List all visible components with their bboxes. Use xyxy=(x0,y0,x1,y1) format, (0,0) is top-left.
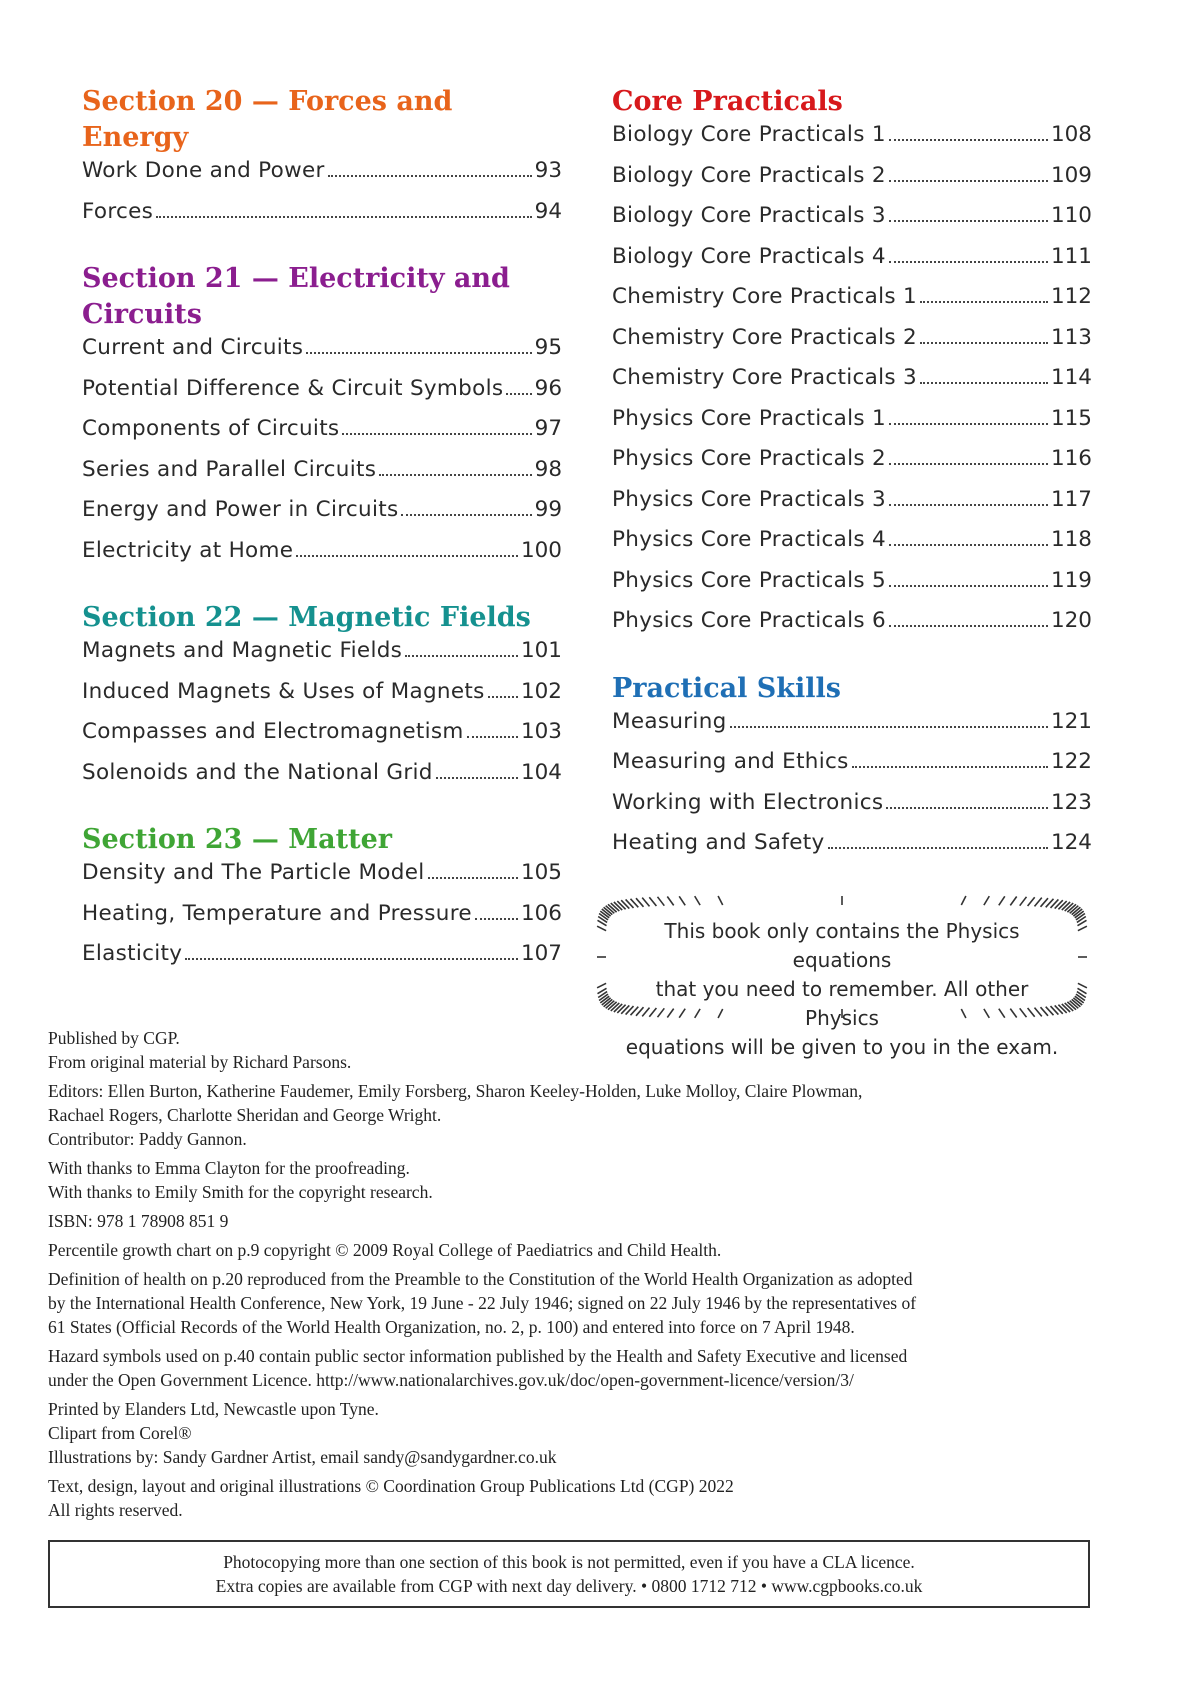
toc-entry xyxy=(612,284,1092,325)
toc-entry xyxy=(612,568,1092,609)
toc-entry xyxy=(612,406,1092,447)
toc-section xyxy=(612,671,1092,871)
dot-leader xyxy=(920,301,1048,303)
credit-line: 61 States (Official Records of the World Health Organization, no. 2, p. 100) and entered into force on 7 April 1948. xyxy=(48,1317,855,1337)
sunburst-tick xyxy=(642,898,649,907)
toc-entry xyxy=(612,608,1092,649)
toc-entry-title: Physics Core Practicals 4 xyxy=(612,527,886,552)
toc-entry xyxy=(612,163,1092,204)
toc-entry xyxy=(612,365,1092,406)
toc-entry xyxy=(612,487,1092,528)
dot-leader xyxy=(467,736,518,738)
toc-entry xyxy=(82,335,562,376)
dot-leader xyxy=(428,877,518,879)
toc-entry xyxy=(82,457,562,498)
toc-entry-title: Chemistry Core Practicals 2 xyxy=(612,324,918,350)
toc-entry-page: 107 xyxy=(520,941,562,966)
dot-leader xyxy=(506,393,531,395)
toc-section xyxy=(82,600,562,800)
dot-leader xyxy=(920,382,1048,384)
toc-entry-title: Biology Core Practicals 4 xyxy=(612,243,886,269)
toc-entry-page: 99 xyxy=(534,497,562,522)
toc-entry-title: Components of Circuits xyxy=(82,416,340,441)
credit-paragraph xyxy=(48,1156,1108,1204)
toc-entry-page: 119 xyxy=(1050,567,1092,593)
toc-entry-page: 112 xyxy=(1050,284,1092,309)
note-line: that you need to remember. All other Physics xyxy=(655,977,1029,1030)
toc-entry-page: 117 xyxy=(1050,486,1092,512)
toc-entry xyxy=(82,941,562,982)
credit-line: With thanks to Emma Clayton for the proofreading. xyxy=(48,1158,410,1178)
dot-leader xyxy=(296,555,518,557)
dot-leader xyxy=(889,180,1048,182)
sunburst-tick xyxy=(1028,897,1035,906)
credit-paragraph xyxy=(48,1026,1108,1074)
dot-leader xyxy=(328,175,532,177)
sunburst-tick xyxy=(718,896,723,905)
toc-entry-page: 100 xyxy=(520,537,562,563)
toc-entry xyxy=(82,497,562,538)
toc-entry-page: 114 xyxy=(1050,365,1092,390)
toc-section xyxy=(82,261,562,578)
toc-entry-title: Density and The Particle Model xyxy=(82,860,425,885)
dot-leader xyxy=(889,220,1048,222)
toc-entry-title: Biology Core Practicals 2 xyxy=(612,162,886,188)
toc-entry-page: 121 xyxy=(1050,708,1092,734)
toc-entry xyxy=(612,203,1092,244)
dot-leader xyxy=(475,918,518,920)
sunburst-tick xyxy=(1035,898,1042,907)
toc-entry xyxy=(612,325,1092,366)
toc-entry xyxy=(82,199,562,240)
sunburst-tick xyxy=(649,897,656,906)
toc-entry xyxy=(612,244,1092,285)
toc-entry xyxy=(82,760,562,801)
credit-paragraph xyxy=(48,1267,1108,1339)
toc-entry-page: 96 xyxy=(534,375,562,401)
credit-line: Printed by Elanders Ltd, Newcastle upon Tyne. xyxy=(48,1399,379,1419)
toc-entry-page: 113 xyxy=(1050,324,1092,350)
toc-entry-title: Measuring xyxy=(612,708,727,734)
dot-leader xyxy=(889,139,1048,141)
toc-entry-page: 104 xyxy=(520,759,562,785)
dot-leader xyxy=(379,474,531,476)
toc-entry-page: 102 xyxy=(520,678,562,704)
toc-entry-title: Heating and Safety xyxy=(612,830,825,855)
toc-entry-title: Elasticity xyxy=(82,941,183,966)
toc-entry xyxy=(82,901,562,942)
toc-entry-title: Physics Core Practicals 1 xyxy=(612,405,886,431)
toc-section xyxy=(612,84,1092,649)
dot-leader xyxy=(342,433,531,435)
photocopy-notice xyxy=(48,1540,1090,1608)
dot-leader xyxy=(852,766,1048,768)
sunburst-tick xyxy=(984,896,989,905)
toc-entry-page: 93 xyxy=(534,158,562,183)
toc-entry-title: Physics Core Practicals 2 xyxy=(612,446,886,471)
toc-entry xyxy=(82,679,562,720)
toc-entry-title: Current and Circuits xyxy=(82,335,304,360)
credit-line: All rights reserved. xyxy=(48,1500,183,1520)
credit-line: Text, design, layout and original illustrations © Coordination Group Publications Ltd (CGP) 2022 xyxy=(48,1476,734,1496)
dot-leader xyxy=(401,514,531,516)
credit-line: Published by CGP. xyxy=(48,1028,180,1048)
credit-line: Hazard symbols used on p.40 contain public sector information published by the Health and Safety Executive and licensed xyxy=(48,1346,908,1366)
credit-line: ISBN: 978 1 78908 851 9 xyxy=(48,1211,229,1231)
toc-entry-page: 116 xyxy=(1050,446,1092,471)
credit-line: Illustrations by: Sandy Gardner Artist, email sandy@sandygardner.co.uk xyxy=(48,1447,557,1467)
toc-right-column xyxy=(612,84,1092,893)
dot-leader xyxy=(889,504,1048,506)
toc-entry-page: 120 xyxy=(1050,608,1092,633)
credit-line: Definition of health on p.20 reproduced from the Preamble to the Constitution of the World Health Organization as adopted xyxy=(48,1269,913,1289)
credit-paragraph xyxy=(48,1474,1108,1522)
toc-entry-title: Measuring and Ethics xyxy=(612,749,849,774)
toc-entry xyxy=(82,538,562,579)
toc-entry xyxy=(82,416,562,457)
dot-leader xyxy=(730,726,1048,728)
toc-entry-title: Potential Difference & Circuit Symbols xyxy=(82,375,504,401)
dot-leader xyxy=(886,807,1048,809)
sunburst-tick xyxy=(1078,926,1087,931)
sunburst-tick xyxy=(1078,983,1087,988)
toc-entry-page: 110 xyxy=(1050,203,1092,228)
toc-entry xyxy=(82,860,562,901)
dot-leader xyxy=(488,696,518,698)
dot-leader xyxy=(889,585,1048,587)
section-heading: Section 21 — Electricity and Circuits xyxy=(82,263,510,330)
toc-entry-title: Electricity at Home xyxy=(82,537,294,563)
toc-entry-title: Forces xyxy=(82,198,154,224)
toc-entry-page: 122 xyxy=(1050,749,1092,774)
dot-leader xyxy=(185,958,518,960)
credit-paragraph xyxy=(48,1209,1108,1233)
dot-leader xyxy=(828,847,1048,849)
credit-paragraph xyxy=(48,1397,1108,1469)
sunburst-tick xyxy=(597,926,606,931)
toc-entry xyxy=(82,376,562,417)
sunburst-tick xyxy=(658,897,665,906)
credit-line: With thanks to Emily Smith for the copyright research. xyxy=(48,1182,433,1202)
publication-credits xyxy=(48,1026,1108,1527)
toc-entry-page: 118 xyxy=(1050,527,1092,552)
toc-entry-title: Working with Electronics xyxy=(612,789,884,815)
toc-entry xyxy=(612,446,1092,487)
toc-entry-page: 95 xyxy=(534,335,562,360)
toc-entry xyxy=(612,709,1092,750)
section-heading: Section 23 — Matter xyxy=(82,824,392,855)
toc-entry xyxy=(612,830,1092,871)
toc-left-column xyxy=(82,84,562,1004)
toc-entry-title: Biology Core Practicals 3 xyxy=(612,203,886,228)
toc-entry-page: 115 xyxy=(1050,405,1092,431)
toc-entry-page: 105 xyxy=(520,860,562,885)
toc-entry xyxy=(82,158,562,199)
toc-entry xyxy=(612,122,1092,163)
toc-entry-title: Physics Core Practicals 6 xyxy=(612,608,886,633)
toc-entry-title: Series and Parallel Circuits xyxy=(82,456,377,482)
credit-line: by the International Health Conference, New York, 19 June - 22 July 1946; signed on 22 July 1946 by the representatives of xyxy=(48,1293,917,1313)
toc-entry xyxy=(612,790,1092,831)
toc-entry-title: Heating, Temperature and Pressure xyxy=(82,900,472,926)
toc-entry-title: Magnets and Magnetic Fields xyxy=(82,638,403,663)
toc-entry-title: Energy and Power in Circuits xyxy=(82,497,399,522)
dot-leader xyxy=(306,352,531,354)
dot-leader xyxy=(436,777,518,779)
credit-paragraph xyxy=(48,1079,1108,1151)
toc-entry-page: 101 xyxy=(520,638,562,663)
dot-leader xyxy=(889,463,1048,465)
note-line: This book only contains the Physics equations xyxy=(664,919,1020,972)
credit-line: Rachael Rogers, Charlotte Sheridan and George Wright. xyxy=(48,1105,442,1125)
credit-paragraph xyxy=(48,1238,1108,1262)
credit-line: Contributor: Paddy Gannon. xyxy=(48,1129,247,1149)
dot-leader xyxy=(889,544,1048,546)
dot-leader xyxy=(156,216,531,218)
credit-line: under the Open Government Licence. http://www.nationalarchives.gov.uk/doc/open-government-licence/version/3/ xyxy=(48,1370,854,1390)
notice-line: Photocopying more than one section of this book is not permitted, even if you have a CLA licence. xyxy=(223,1552,915,1572)
dot-leader xyxy=(405,655,518,657)
sunburst-tick xyxy=(999,896,1005,905)
toc-entry-title: Induced Magnets & Uses of Magnets xyxy=(82,678,485,704)
sunburst-tick xyxy=(961,896,966,905)
section-heading: Core Practicals xyxy=(612,86,843,117)
section-heading: Section 20 — Forces and Energy xyxy=(82,86,453,153)
toc-entry-page: 109 xyxy=(1050,162,1092,188)
note-line: equations will be given to you in the exam. xyxy=(625,1035,1059,1059)
toc-entry xyxy=(82,638,562,679)
sunburst-tick xyxy=(667,897,673,906)
dot-leader xyxy=(889,423,1048,425)
toc-entry-title: Solenoids and the National Grid xyxy=(82,759,433,785)
toc-entry-page: 124 xyxy=(1050,830,1092,855)
credit-paragraph xyxy=(48,1344,1108,1392)
sunburst-tick xyxy=(1020,897,1027,906)
sunburst-tick xyxy=(1010,897,1016,906)
section-heading: Practical Skills xyxy=(612,672,841,704)
toc-entry-page: 97 xyxy=(534,416,562,441)
toc-entry-page: 103 xyxy=(520,719,562,744)
sunburst-tick xyxy=(597,983,606,988)
dot-leader xyxy=(920,342,1048,344)
toc-entry xyxy=(82,719,562,760)
toc-entry-page: 123 xyxy=(1050,789,1092,815)
toc-entry-title: Physics Core Practicals 3 xyxy=(612,486,886,512)
dot-leader xyxy=(889,261,1048,263)
credit-line: Clipart from Corel® xyxy=(48,1423,192,1443)
toc-entry xyxy=(612,749,1092,790)
toc-entry-page: 94 xyxy=(534,198,562,224)
toc-entry-title: Chemistry Core Practicals 3 xyxy=(612,365,918,390)
sunburst-tick xyxy=(695,896,700,905)
toc-entry-title: Physics Core Practicals 5 xyxy=(612,567,886,593)
dot-leader xyxy=(889,625,1048,627)
credit-line: Editors: Ellen Burton, Katherine Faudemer, Emily Forsberg, Sharon Keeley-Holden, Luke Molloy, Claire Plowman, xyxy=(48,1081,863,1101)
toc-entry-page: 108 xyxy=(1050,122,1092,147)
sunburst-tick xyxy=(679,896,685,905)
toc-entry-title: Compasses and Electromagnetism xyxy=(82,719,464,744)
toc-section xyxy=(82,822,562,982)
section-heading: Section 22 — Magnetic Fields xyxy=(82,602,531,633)
notice-line: Extra copies are available from CGP with next day delivery. • 0800 1712 712 • www.cgpbooks.co.uk xyxy=(215,1576,923,1596)
toc-section xyxy=(82,84,562,239)
toc-entry-page: 106 xyxy=(520,900,562,926)
toc-entry-title: Work Done and Power xyxy=(82,158,325,183)
toc-entry xyxy=(612,527,1092,568)
toc-entry-title: Biology Core Practicals 1 xyxy=(612,122,886,147)
credit-line: Percentile growth chart on p.9 copyright © 2009 Royal College of Paediatrics and Child Health. xyxy=(48,1240,722,1260)
toc-entry-page: 111 xyxy=(1050,243,1092,269)
toc-entry-title: Chemistry Core Practicals 1 xyxy=(612,284,918,309)
toc-entry-page: 98 xyxy=(534,456,562,482)
credit-line: From original material by Richard Parsons. xyxy=(48,1052,352,1072)
equations-note xyxy=(588,895,1096,1059)
